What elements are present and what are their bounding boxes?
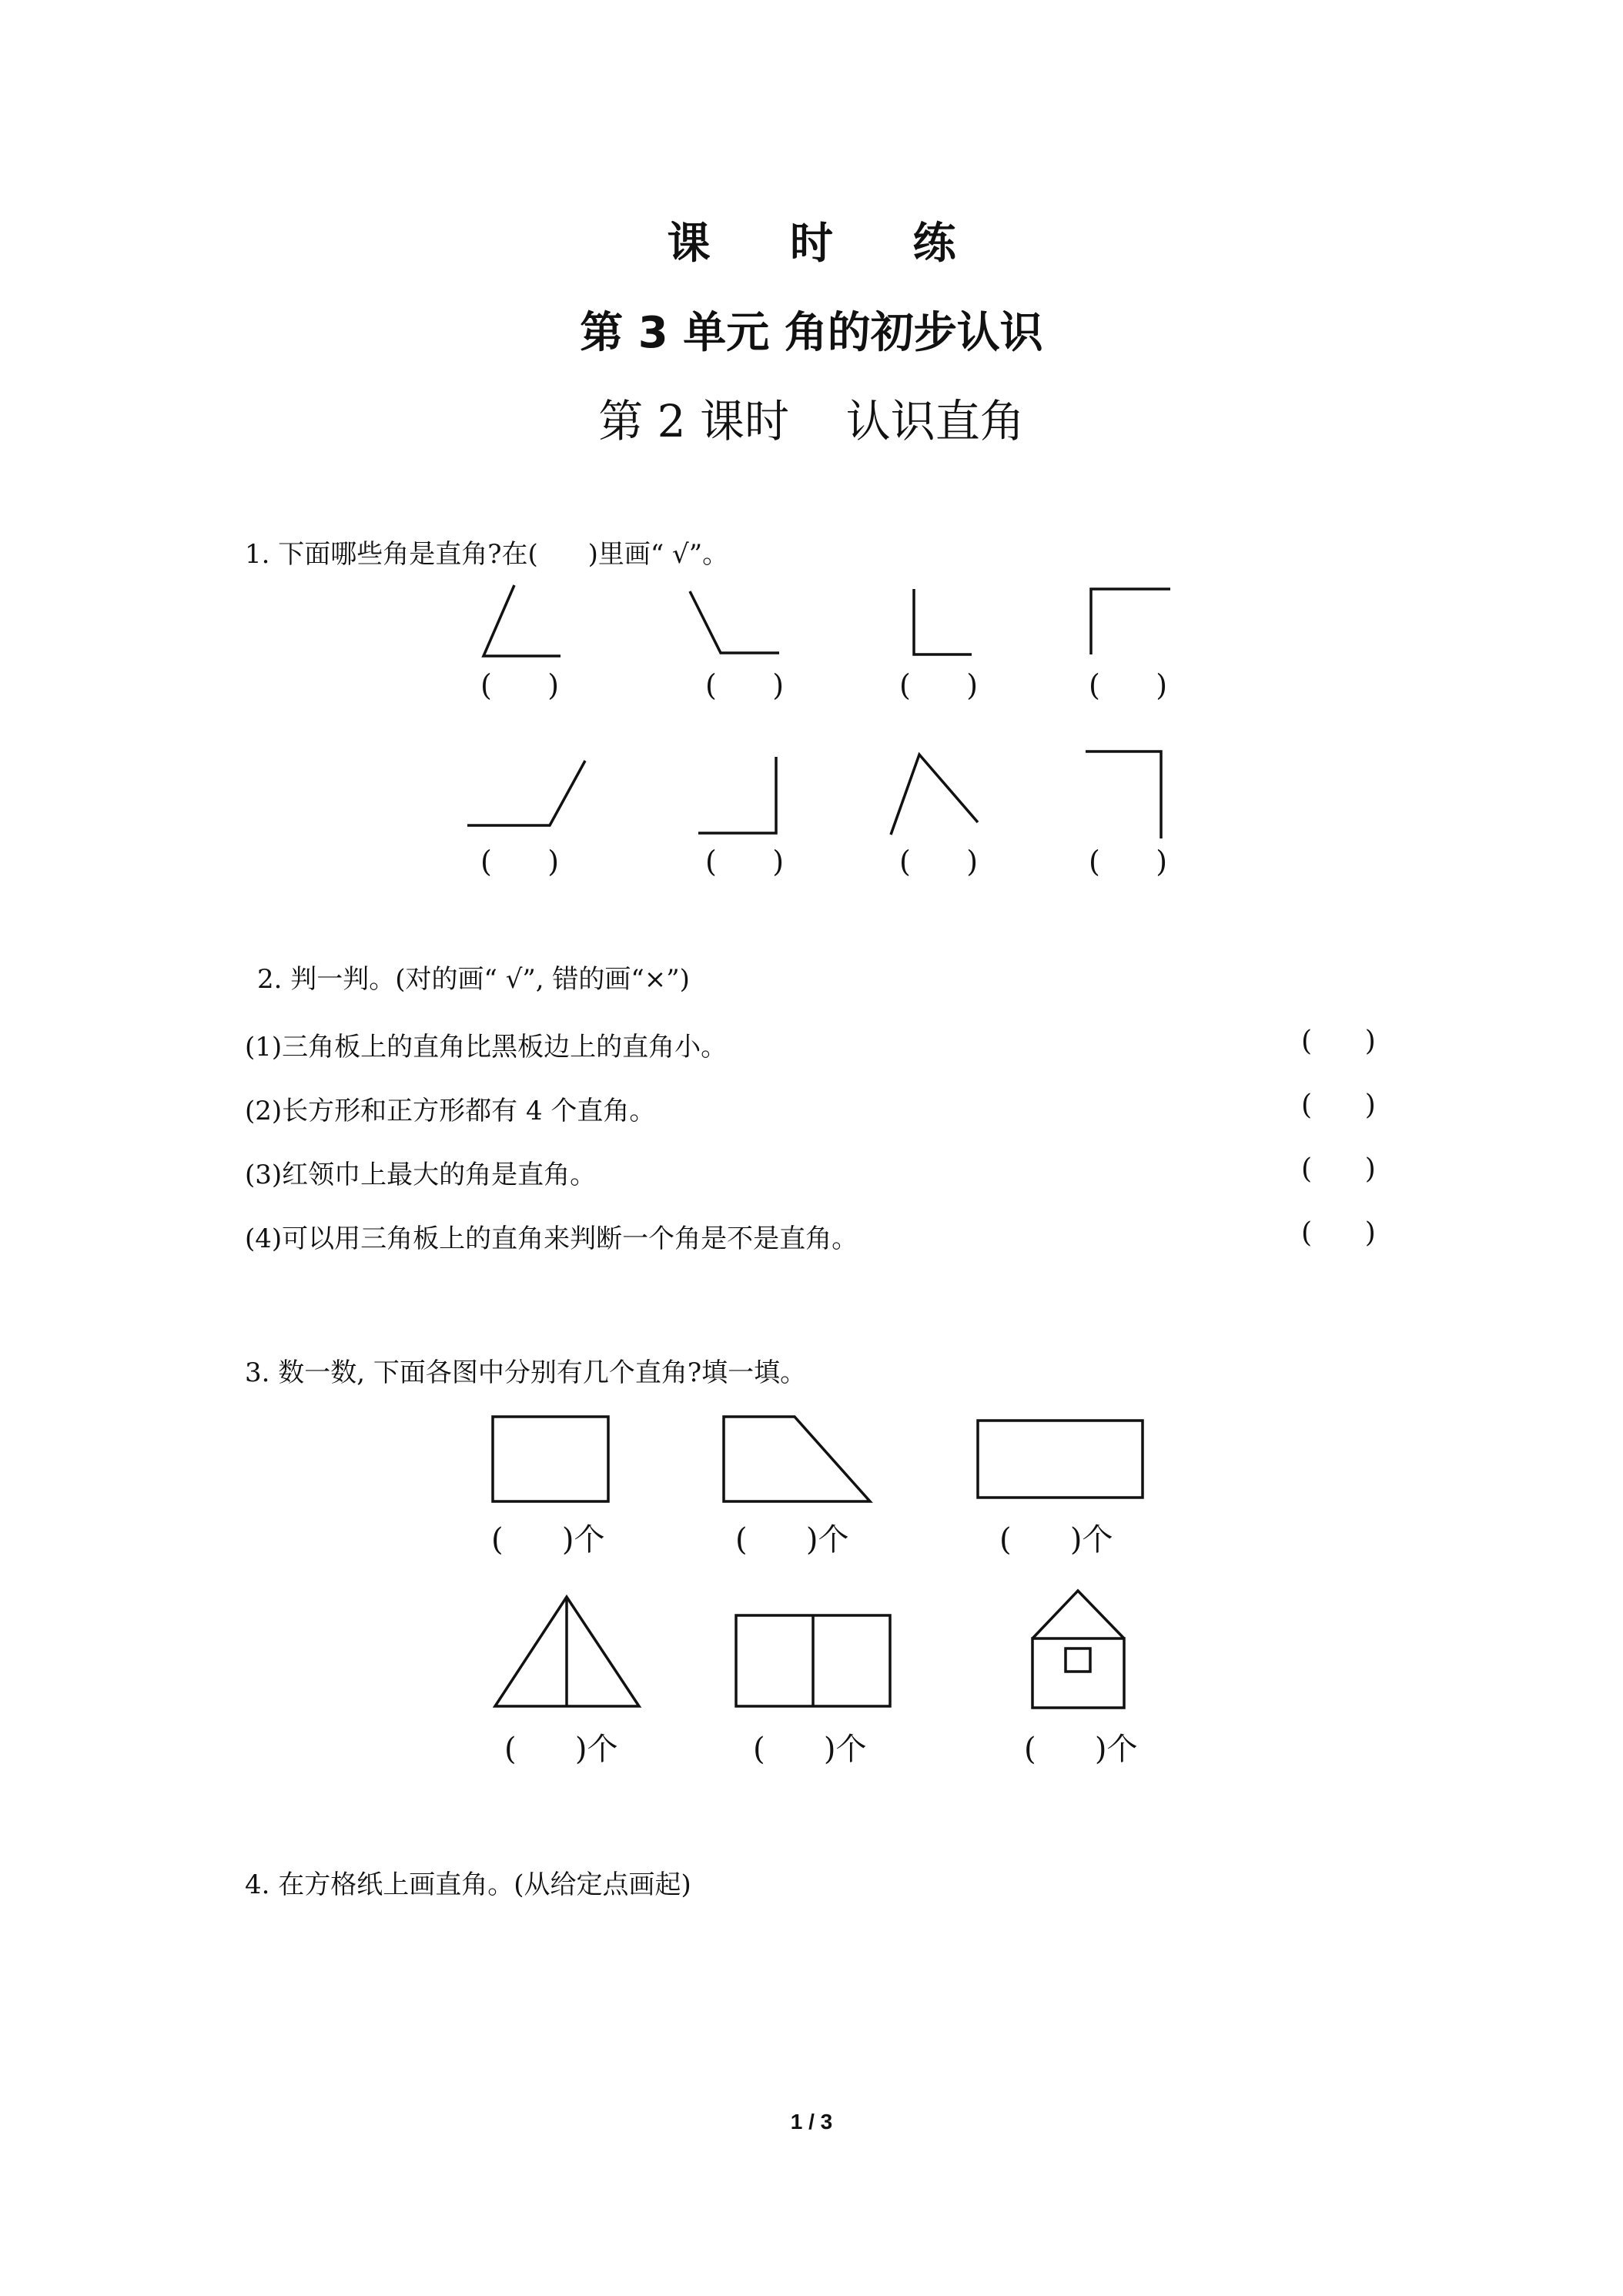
q2-prompt: 2. 判一判。(对的画“ √”, 错的画“×”) <box>257 964 690 995</box>
page-number: 1 / 3 <box>790 2110 833 2134</box>
q3-blank-6[interactable]: ( )个 <box>1024 1732 1138 1767</box>
q1-angle-8 <box>1086 751 1161 838</box>
q2-blank-2[interactable]: ( ) <box>1301 1089 1376 1121</box>
q1-prompt: 1. 下面哪些角是直角?在( )里画“ √”。 <box>245 539 729 570</box>
q4-prompt: 4. 在方格纸上画直角。(从给定点画起) <box>245 1869 691 1900</box>
q3-prompt: 3. 数一数, 下面各图中分别有几个直角?填一填。 <box>245 1357 807 1388</box>
q1-blank-4[interactable]: ( ) <box>1089 668 1168 702</box>
q1-angle-5 <box>467 761 585 825</box>
q3-shape-split-rectangle <box>736 1615 890 1706</box>
q2-blank-4[interactable]: ( ) <box>1301 1217 1376 1249</box>
q3-shape-rectangle <box>978 1421 1143 1498</box>
q1-blank-7[interactable]: ( ) <box>899 845 979 879</box>
q3-blank-5[interactable]: ( )个 <box>753 1732 867 1767</box>
worksheet-title: 课 时 练 <box>667 219 989 269</box>
q1-blank-6[interactable]: ( ) <box>705 845 785 879</box>
lesson-title: 第 2 课时 认识直角 <box>598 395 1025 447</box>
q2-blank-3[interactable]: ( ) <box>1301 1153 1376 1185</box>
q2-item-4: (4)可以用三角板上的直角来判断一个角是不是直角。 <box>245 1223 858 1254</box>
unit-title: 第 3 单元 角的初步认识 <box>580 308 1043 358</box>
q3-shape-square <box>493 1417 608 1501</box>
q3-blank-2[interactable]: ( )个 <box>735 1522 849 1558</box>
q3-blank-1[interactable]: ( )个 <box>491 1522 605 1558</box>
q3-shape-trapezoid <box>724 1417 870 1501</box>
q1-angle-6 <box>698 757 776 833</box>
q1-blank-3[interactable]: ( ) <box>899 668 979 702</box>
q2-item-2: (2)长方形和正方形都有 4 个直角。 <box>245 1096 656 1126</box>
q1-angle-4 <box>1091 589 1170 654</box>
q1-blank-1[interactable]: ( ) <box>480 668 560 702</box>
q1-angle-2 <box>690 591 779 653</box>
q3-blank-3[interactable]: ( )个 <box>999 1522 1113 1558</box>
q3-shape-triangle <box>495 1597 639 1706</box>
q2-blank-1[interactable]: ( ) <box>1301 1026 1376 1057</box>
q2-item-3: (3)红领巾上最大的角是直角。 <box>245 1160 597 1190</box>
q1-blank-2[interactable]: ( ) <box>705 668 785 702</box>
q2-item-1: (1)三角板上的直角比黑板边上的直角小。 <box>245 1032 728 1063</box>
q3-shape-house <box>1032 1591 1124 1708</box>
q1-angle-7 <box>891 755 978 835</box>
q1-angle-3 <box>914 589 972 654</box>
q1-blank-8[interactable]: ( ) <box>1089 845 1168 879</box>
q3-blank-4[interactable]: ( )个 <box>504 1732 618 1767</box>
q1-angle-1 <box>484 585 561 656</box>
q1-blank-5[interactable]: ( ) <box>480 845 560 879</box>
